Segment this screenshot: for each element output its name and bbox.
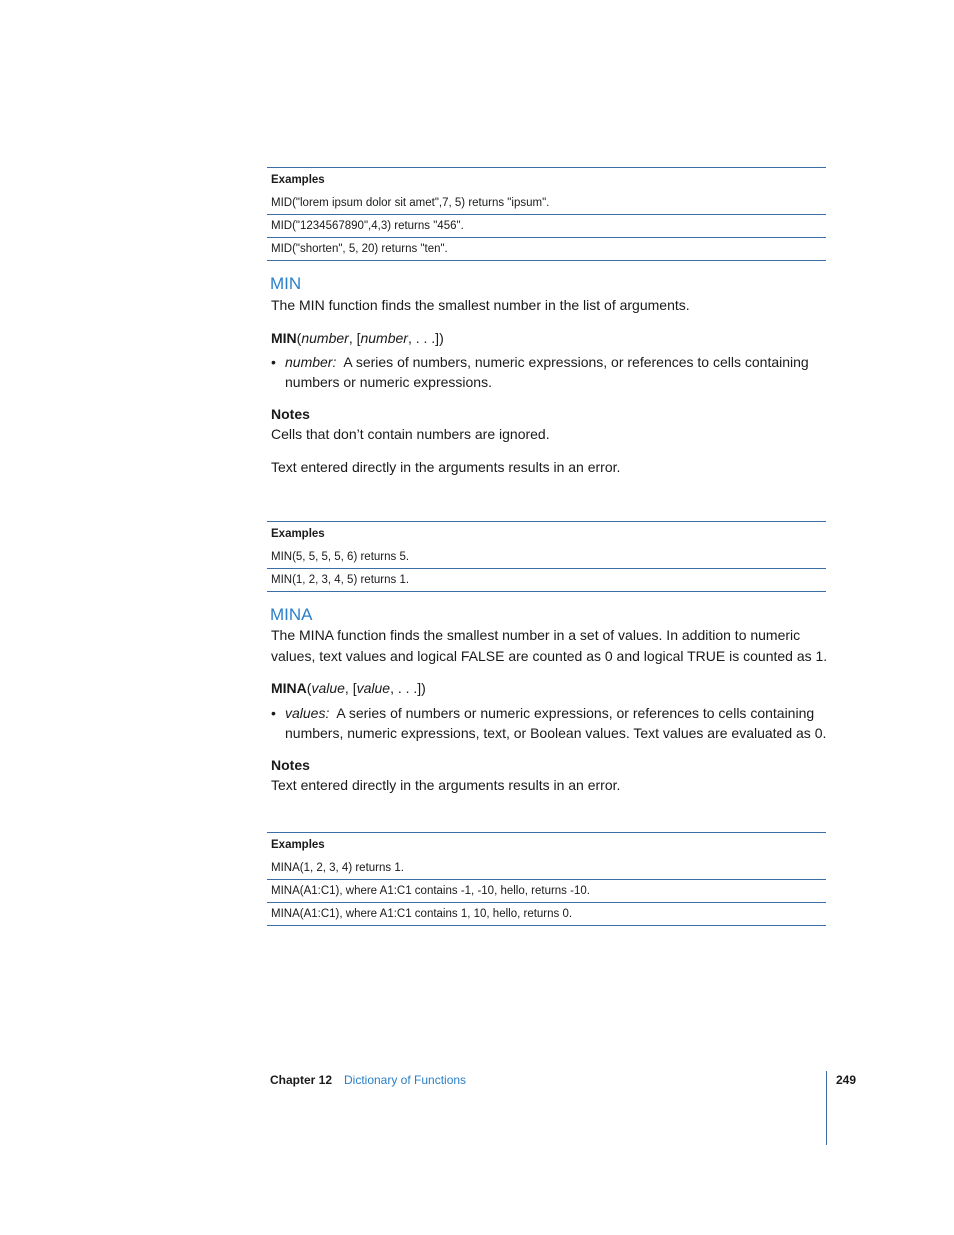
syntax-arg: number bbox=[360, 330, 408, 346]
footer-section-link[interactable]: Dictionary of Functions bbox=[344, 1073, 467, 1087]
table-row: MID("shorten", 5, 20) returns "ten". bbox=[267, 238, 826, 261]
syntax-mid: , [ bbox=[344, 680, 357, 696]
table-row: MIN(1, 2, 3, 4, 5) returns 1. bbox=[267, 569, 826, 592]
argument-desc: A series of numbers, numeric expressions, or references to cells containing bbox=[343, 354, 809, 370]
argument-desc: numbers or numeric expressions. bbox=[285, 374, 492, 390]
argument-name: values: bbox=[285, 705, 330, 721]
syntax-close: , . . .]) bbox=[407, 330, 444, 346]
syntax-open: ( bbox=[306, 680, 312, 696]
section-title-mina: MINA bbox=[270, 605, 313, 624]
syntax-arg: value bbox=[311, 680, 345, 696]
table-row: MINA(1, 2, 3, 4) returns 1. bbox=[267, 857, 826, 880]
argument-desc: A series of numbers or numeric expressions, or references to cells containing bbox=[336, 705, 815, 721]
table-row: MINA(A1:C1), where A1:C1 contains -1, -10, hello, returns -10. bbox=[267, 880, 826, 903]
min-description: The MIN function finds the smallest number in the list of arguments. bbox=[271, 297, 690, 313]
syntax-name: MIN bbox=[271, 330, 297, 346]
table-header: Examples bbox=[271, 839, 325, 851]
argument-desc: numbers, numeric expressions, text, or Boolean values. Text values are evaluated as 0. bbox=[285, 725, 827, 741]
syntax-arg: value bbox=[356, 680, 391, 696]
table-row: MINA(A1:C1), where A1:C1 contains 1, 10, hello, returns 0. bbox=[267, 903, 826, 926]
note: Cells that don’t contain numbers are ignored. bbox=[271, 426, 550, 442]
description-line: The MINA function finds the smallest number in a set of values. In addition to numeric bbox=[271, 627, 801, 643]
description-line: values, text values and logical FALSE are counted as 0 and logical TRUE is counted as 1. bbox=[271, 648, 828, 664]
syntax-close: , . . .]) bbox=[390, 680, 426, 696]
syntax-arg: number bbox=[301, 330, 349, 346]
syntax-name: MINA bbox=[271, 680, 307, 696]
bullet-icon: • bbox=[271, 354, 276, 370]
min-syntax bbox=[271, 328, 444, 349]
table-header: Examples bbox=[271, 174, 325, 186]
footer-chapter: Chapter 12 bbox=[270, 1073, 333, 1087]
section-title-min: MIN bbox=[270, 274, 302, 293]
note: Text entered directly in the arguments results in an error. bbox=[271, 777, 621, 793]
mina-description bbox=[271, 625, 827, 667]
table-row: MIN(5, 5, 5, 5, 6) returns 5. bbox=[267, 546, 826, 569]
table-row: MID("lorem ipsum dolor sit amet",7, 5) returns "ipsum". bbox=[267, 192, 826, 215]
notes-heading: Notes bbox=[271, 757, 310, 773]
syntax-mid: , [ bbox=[348, 330, 361, 346]
note: Text entered directly in the arguments results in an error. bbox=[271, 459, 621, 475]
examples-table-mid bbox=[267, 167, 826, 261]
bullet-icon: • bbox=[271, 705, 276, 721]
argument-name: number: bbox=[285, 354, 337, 370]
mina-syntax bbox=[271, 678, 426, 699]
examples-table-mina bbox=[267, 832, 826, 926]
table-row: MID("1234567890",4,3) returns "456". bbox=[267, 215, 826, 238]
footer-divider bbox=[826, 1071, 827, 1145]
syntax-open: ( bbox=[296, 330, 302, 346]
page-number: 249 bbox=[836, 1073, 857, 1087]
notes-heading: Notes bbox=[271, 406, 310, 422]
table-header: Examples bbox=[271, 528, 325, 540]
examples-table-min bbox=[267, 521, 826, 592]
